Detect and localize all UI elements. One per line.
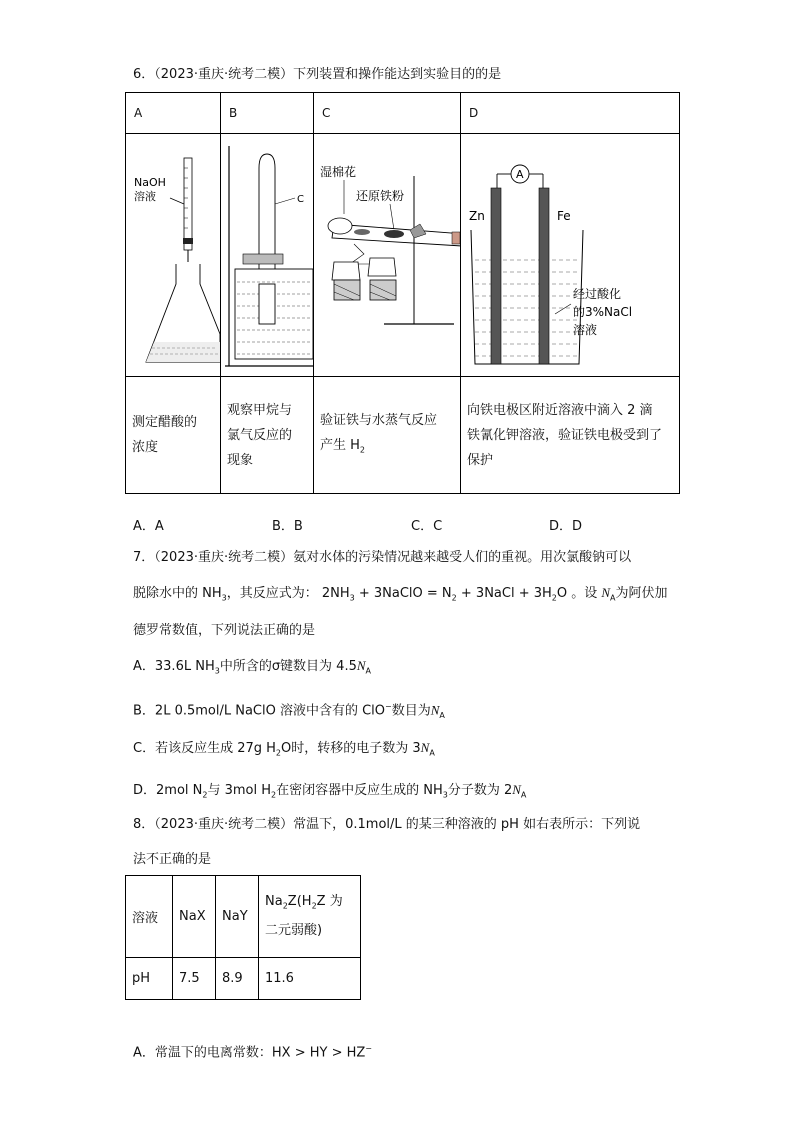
solution-label-3: 溶液: [573, 323, 598, 337]
solution-label-2: 的3%NaCl: [573, 305, 633, 319]
q7-stem-line3: 德罗常数值，下列说法正确的是: [133, 623, 316, 638]
q6-desc-b: 观察甲烷与 氯气反应的 现象: [221, 377, 314, 494]
q7-stem-line2: 脱除水中的 $NH_3$，其反应式为： $2NH_3$ + 3NaClO = $N_2$ + 3NaCl + $3H_2O$ 。设 $N_A$为阿伏加: [133, 585, 668, 603]
q6-figure-b-cell: [221, 134, 314, 377]
q8-option-a[interactable]: A．常温下的电离常数：HX > HY > HZ−: [133, 1044, 372, 1061]
q7-stem-line1: 7．（2023·重庆·统考二模）氨对水体的污染情况越来越受人们的重视。用次氯酸钠可以: [133, 550, 632, 565]
iron-steam-figure: [314, 134, 460, 372]
ph-table-na2z-value: 11.6: [259, 958, 361, 1000]
iron-powder-label: 还原铁粉: [356, 189, 405, 203]
q6-desc-d: 向铁电极区附近溶液中滴入 2 滴 铁氰化钾溶液，验证铁电极受到了 保护: [461, 377, 680, 494]
q8-stem-line1: 8．（2023·重庆·统考二模）常温下，0.1mol/L 的某三种溶液的 pH 如右表所示：下列说: [133, 817, 641, 832]
ammeter-label: A: [516, 168, 524, 181]
ph-table-row-label: pH: [126, 958, 173, 1000]
q7-option-b[interactable]: B．2L 0.5mol/L NaClO 溶液中含有的 ClO−数目为$N_A$: [133, 702, 445, 720]
q7-option-d[interactable]: D．2mol $N_2$与 3mol $H_2$在密闭容器中反应生成的 $NH_3$分子数为 $2N_A$: [133, 782, 527, 800]
ph-table-nax-value: 7.5: [173, 958, 216, 1000]
ph-table-header-nax: NaX: [173, 876, 216, 958]
ph-table-header-na2z: $Na_2Z(H_2Z$ 为 二元弱酸): [259, 876, 361, 958]
q6-header-c: C: [314, 93, 461, 134]
q6-figure-d-cell: [461, 134, 680, 377]
q7-option-a[interactable]: A．33.6L $NH_3$中所含的σ键数目为 $4.5N_A$: [133, 658, 372, 676]
q6-header-d: D: [461, 93, 680, 134]
wet-cotton-label: 湿棉花: [320, 165, 357, 179]
ph-table: [125, 875, 361, 1000]
q6-desc-c: 验证铁与水蒸气反应 产生 $H_2$: [314, 377, 461, 494]
ph-table-nay-value: 8.9: [216, 958, 259, 1000]
q6-table: [125, 92, 680, 494]
naoh-label: NaOH: [134, 176, 166, 189]
label-c: C: [297, 194, 304, 205]
q6-option-d[interactable]: D．D: [549, 519, 583, 534]
q6-header-b: B: [221, 93, 314, 134]
fe-label: Fe: [557, 209, 571, 223]
q6-option-a[interactable]: A．A: [133, 519, 164, 534]
q8-stem-line2: 法不正确的是: [133, 852, 212, 867]
solution-label: 溶液: [134, 190, 156, 203]
solution-label-1: 经过酸化: [573, 287, 622, 301]
titration-apparatus-figure: [126, 134, 220, 372]
q6-figure-a-cell: [126, 134, 221, 377]
q6-figure-c-cell: [314, 134, 461, 377]
q6-stem: 6．（2023·重庆·统考二模）下列装置和操作能达到实验目的的是: [133, 67, 502, 82]
ph-table-header-solution: 溶液: [126, 876, 173, 958]
ph-table-header-nay: NaY: [216, 876, 259, 958]
q6-option-c[interactable]: C．C: [411, 519, 443, 534]
q6-desc-a: 测定醋酸的 浓度: [126, 377, 221, 494]
methane-chlorine-figure: [221, 134, 313, 372]
electrochemical-cell-figure: [461, 134, 679, 372]
q6-option-b[interactable]: B．B: [272, 519, 303, 534]
q6-header-a: A: [126, 93, 221, 134]
q7-option-c[interactable]: C．若该反应生成 27g $H_2O$时，转移的电子数为 $3N_A$: [133, 740, 435, 758]
zn-label: Zn: [469, 209, 485, 223]
